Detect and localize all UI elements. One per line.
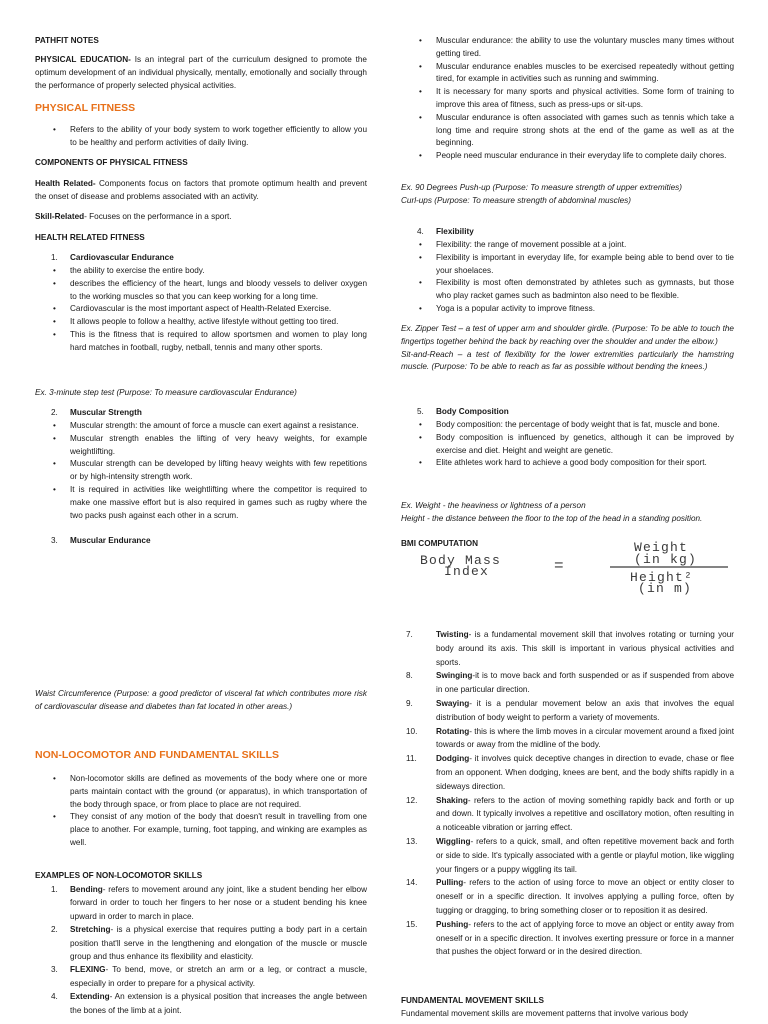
list-item — [401, 918, 734, 959]
skill-label: Swinging — [436, 671, 473, 681]
non-locomotor-list — [35, 773, 367, 850]
list-item: • Muscular strength can be developed by lifting heavy weights with few repetitions or by high-intensity strength work. — [35, 458, 367, 484]
strength-title: Muscular Strength — [70, 408, 142, 417]
skill-text: - refers to the action of moving something rapidly back and forth or up and down. It typically involves a repetitive and oscillatory motion, often resulting in a noticeable vibration or jarring effect. — [436, 795, 734, 833]
skill-label: Twisting — [436, 630, 469, 639]
cardio-example: Ex. 3-minute step test (Purpose: To measure cardiovascular Endurance) — [35, 388, 297, 397]
skill-text: - this is where the limb moves in a circular movement around a fixed joint towards or away from the midline of the body. — [436, 726, 734, 750]
bmi-left-line1: Body Mass — [420, 553, 502, 568]
health-related-label: Health Related- — [35, 179, 96, 188]
cardio-section — [35, 252, 367, 265]
list-item: • It is necessary for many sports and physical activities. Some form of training to improve this area of fitness, such as press-ups or sit-ups. — [401, 86, 734, 112]
list-item: • Cardiovascular is the most important aspect of Health-Related Exercise. — [35, 303, 367, 316]
physical-fitness-heading: PHYSICAL FITNESS — [35, 102, 136, 114]
flexibility-title-item — [401, 226, 734, 239]
list-item — [401, 669, 734, 697]
skill-label: Stretching — [70, 925, 111, 935]
item-number: 2. — [51, 925, 58, 935]
item-number: 15. — [406, 919, 418, 929]
bmi-equals: = — [554, 557, 565, 575]
endurance-example: Ex. 90 Degrees Push-up (Purpose: To measure strength of upper extremities) Curl-ups (Purpose: To measure strength of abdominal muscles) — [401, 183, 682, 205]
item-number: 9. — [406, 698, 413, 708]
skill-label: Extending — [70, 992, 110, 1002]
list-item — [401, 725, 734, 753]
bmi-den-line1: Height² — [630, 570, 694, 585]
flexibility-title: Flexibility — [436, 227, 474, 236]
body-composition-example: Ex. Weight - the heaviness or lightness of a person Height - the distance between the floor to the top of the head in a standing position. — [401, 501, 703, 523]
skill-text: - is a fundamental movement skill that involves rotating or turning your body around its axis. This skill is important in various physical activities and sports. — [436, 630, 734, 667]
list-item: • It is required in activities like weightlifting where the competitor is required to make one massive effort but is also required in games such as rugby where the two packs push against each other in a scrum. — [35, 484, 367, 522]
skill-text: - it is a pendular movement below an axis that involves the equal distribution of body weight to perform a variety of movements. — [436, 698, 734, 722]
list-item: • Flexibility: the range of movement possible at a joint. — [401, 239, 734, 252]
right-column — [401, 0, 734, 1024]
bmi-num-line2: (in kg) — [634, 552, 698, 567]
examples-list-right — [401, 628, 734, 959]
list-item: • Refers to the ability of your body system to work together efficiently to allow you to be healthy and perform activities of daily living. — [35, 124, 367, 150]
skill-label: FLEXING — [70, 965, 106, 975]
list-item: • Body composition is influenced by genetics, although it can be improved by exercise and diet. Height and weight are genetic. — [401, 432, 734, 458]
muscular-endurance-list — [401, 35, 734, 163]
flexibility-example: Ex. Zipper Test – a test of upper arm and shoulder girdle. (Purpose: To be able to touch the fingertips together behind the back by reaching over the shoulder and under the elbow.) Sit-and-Reach – a test of flexibility for the lower extremities particularly the hamstring muscle. (Purpose: To be able to reach as far as possible without bending the knees.) — [401, 324, 734, 372]
item-number: 3. — [51, 536, 58, 545]
skill-text: - refers to the act of applying force to move an object or entity away from oneself or in a specific direction. It involves exerting pressure or force in a manner that pushes the object forward or in the desired direction. — [436, 919, 734, 957]
skill-text: - An extension is a physical position that increases the angle between the bones of the limb at a joint. — [70, 992, 367, 1015]
strength-title-item — [35, 407, 367, 420]
list-item — [401, 835, 734, 876]
list-item: • Muscular strength enables the lifting of very heavy weights, for example weightlifting. — [35, 433, 367, 459]
skill-text: - refers to movement around any joint, like a student bending her elbow forward in order to touch her fingers to her nose or a student bending his knee upward in order to march in place. — [70, 885, 367, 921]
skill-related-label: Skill-Related — [35, 212, 85, 221]
bmi-num-line1: Weight — [634, 540, 689, 555]
components-heading: COMPONENTS OF PHYSICAL FITNESS — [35, 158, 188, 167]
skill-label: Pushing — [436, 919, 469, 929]
left-column — [35, 0, 367, 1024]
list-item — [401, 794, 734, 835]
list-item: • People need muscular endurance in their everyday life to complete daily chores. — [401, 150, 734, 163]
skill-text: - refers to a quick, small, and often repetitive movement back and forth or side to side. It's typically associated with a gentle or playful motion, like wiggling your fingers or a puppy wiggling its tail. — [436, 836, 734, 874]
skill-label: Wiggling — [436, 836, 471, 846]
body-composition-list — [401, 419, 734, 470]
examples-heading: EXAMPLES OF NON-LOCOMOTOR SKILLS — [35, 871, 203, 880]
list-item — [35, 990, 367, 1017]
strength-section — [35, 407, 367, 420]
fundamental-heading: FUNDAMENTAL MOVEMENT SKILLS — [401, 996, 544, 1005]
cardio-title: Cardiovascular Endurance — [70, 253, 174, 262]
list-item: • the ability to exercise the entire body. — [35, 265, 367, 278]
list-item — [401, 752, 734, 793]
list-item: • Flexibility is important in everyday life, for example being able to bend over to tie your shoelaces. — [401, 252, 734, 278]
skill-label: Shaking — [436, 795, 468, 805]
pe-text: Is an integral part of the curriculum designed to promote the optimum development of an individual physically, mentally, emotionally and socially through the performance of properly selected physical activities. — [35, 55, 367, 90]
item-number: 2. — [51, 408, 58, 417]
list-item: • Muscular strength: the amount of force a muscle can exert against a resistance. — [35, 420, 367, 433]
skill-related-definition — [35, 211, 367, 224]
flexibility-section — [401, 226, 734, 239]
skill-label: Rotating — [436, 726, 470, 736]
list-item: • describes the efficiency of the heart, lungs and bloody vessels to deliver oxygen to the working muscles so that you can keep working for a long time. — [35, 278, 367, 304]
strength-list — [35, 420, 367, 522]
health-related-text: Components focus on factors that promote optimum health and prevent the onset of disease and problems associated with an activity. — [35, 179, 367, 201]
health-fitness-heading: HEALTH RELATED FITNESS — [35, 233, 145, 242]
bmi-left-line2: Index — [444, 564, 490, 579]
item-number: 11. — [406, 754, 417, 764]
pe-definition — [35, 54, 367, 92]
skill-text: - it involves quick deceptive changes in direction to evade, chase or flee from an opponent. When dodging, knees are bent, and the body shifts rapidly in a sideways direction. — [436, 754, 734, 791]
list-item: • Yoga is a popular activity to improve fitness. — [401, 303, 734, 316]
non-locomotor-heading: NON-LOCOMOTOR AND FUNDAMENTAL SKILLS — [35, 749, 280, 761]
list-item: • Muscular endurance: the ability to use the voluntary muscles many times without getting tired. — [401, 35, 734, 61]
skill-label: Pulling — [436, 878, 464, 888]
list-item: • It allows people to follow a healthy, active lifestyle without getting too tired. — [35, 316, 367, 329]
skill-text: - is a physical exercise that requires putting a body part in a certain position that'll serve in the lengthening and elongation of the muscle or muscle group and thus enhance its flexibility and elasticity. — [70, 925, 367, 962]
list-item: • Muscular endurance is often associated with games such as tennis which take a long time and require strong shots at the end of the game as well as at the beginning. — [401, 112, 734, 150]
skill-label: Swaying — [436, 698, 470, 708]
cardio-list — [35, 265, 367, 355]
item-number: 3. — [51, 965, 58, 975]
skill-label: Dodging — [436, 754, 470, 764]
endurance-title: Muscular Endurance — [70, 536, 151, 545]
list-item: • Muscular endurance enables muscles to be exercised repeatedly without getting tired, for example in activities such as running and swimming. — [401, 61, 734, 87]
body-composition-section — [401, 406, 734, 419]
skill-related-text: - Focuses on the performance in a sport. — [84, 212, 232, 221]
item-number: 5. — [417, 407, 424, 416]
list-item: • This is the fitness that is required to allow sportsmen and women to play long hard matches in football, rugby, netball, tennis and many other sports. — [35, 329, 367, 355]
item-number: 4. — [51, 992, 58, 1002]
bmi-formula — [416, 537, 736, 597]
body-composition-title-item — [401, 406, 734, 419]
bmi-heading: BMI COMPUTATION — [401, 539, 479, 548]
health-related-definition — [35, 178, 367, 204]
endurance-section — [35, 535, 367, 548]
skill-label: Bending — [70, 885, 103, 894]
list-item — [35, 923, 367, 963]
page-title: PATHFIT NOTES — [35, 36, 99, 45]
list-item: • They consist of any motion of the body that doesn't result in travelling from one place to another. For example, turning, foot tapping, and winking are examples as well. — [35, 811, 367, 849]
list-item: • Body composition: the percentage of body weight that is fat, muscle and bone. — [401, 419, 734, 432]
list-item: • Non-locomotor skills are defined as movements of the body where one or more parts maintain contact with the ground (or apparatus), in which transportation of the body through space, or from place to place are not required. — [35, 773, 367, 811]
item-number: 14. — [406, 878, 418, 888]
list-item — [35, 883, 367, 923]
item-number: 13. — [406, 836, 418, 846]
skill-text: - refers to the action of using force to move an object or entity closer to oneself or in a specific direction. It involves applying a pulling force, often by tugging or dragging, to bring something closer or to reposition it as desired. — [436, 878, 734, 915]
item-number: 8. — [406, 671, 413, 681]
list-item — [35, 963, 367, 990]
bmi-den-line2: (in m) — [638, 581, 693, 596]
fundamental-text: Fundamental movement skills are movement patterns that involve various body — [401, 1009, 689, 1018]
waist-circumference-note: Waist Circumference (Purpose: a good predictor of visceral fat which contributes more risk of cardiovascular disease and diabetes than fat located in other areas.) — [35, 689, 367, 711]
item-number: 4. — [417, 227, 424, 236]
item-number: 7. — [406, 630, 413, 639]
list-item: • Elite athletes work hard to achieve a good body composition for their sport. — [401, 457, 734, 470]
cardio-title-item — [35, 252, 367, 265]
pe-label: PHYSICAL EDUCATION- — [35, 55, 131, 64]
skill-text: -it is to move back and forth suspended or as if suspended from above in one particular direction. — [436, 671, 734, 695]
item-number: 1. — [51, 885, 58, 894]
list-item — [401, 697, 734, 725]
examples-list-left — [35, 883, 367, 1017]
skill-text: - To bend, move, or stretch an arm or a leg, or contract a muscle, especially in order to prepare for a physical activity. — [70, 965, 367, 988]
item-number: 12. — [406, 795, 418, 805]
item-number: 1. — [51, 253, 58, 262]
item-number: 10. — [406, 726, 418, 736]
body-composition-title: Body Composition — [436, 407, 509, 416]
flexibility-list — [401, 239, 734, 316]
endurance-title-item — [35, 535, 367, 548]
physical-fitness-list — [35, 124, 367, 150]
list-item — [401, 876, 734, 917]
list-item: • Flexibility is most often demonstrated by athletes such as gymnasts, but those who play racket games such as badminton also need to be flexible. — [401, 277, 734, 303]
list-item — [401, 628, 734, 669]
